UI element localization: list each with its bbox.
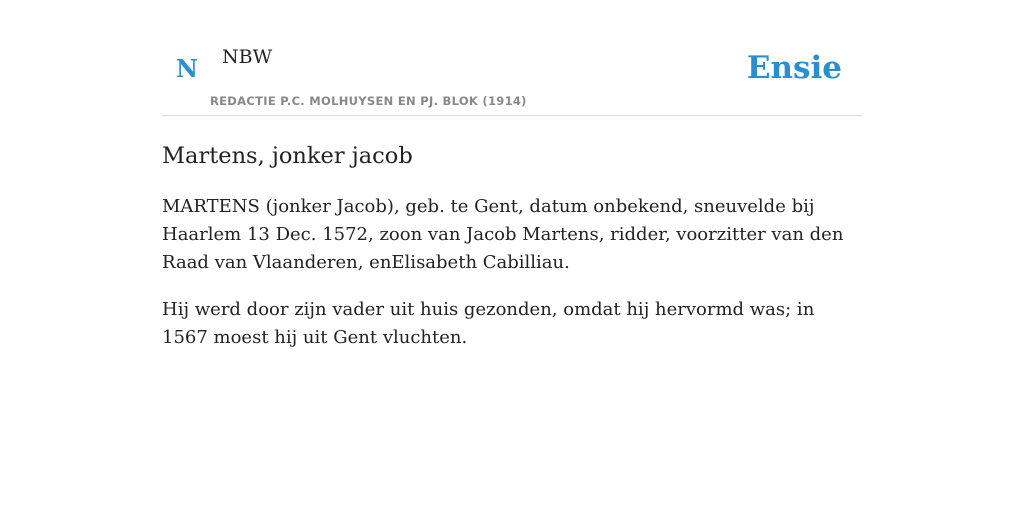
article-title: Martens, jonker jacob bbox=[162, 143, 413, 169]
article-paragraph: MARTENS (jonker Jacob), geb. te Gent, datum onbekend, sneuvelde bij Haarlem 13 Dec. 1572, zoon van Jacob Martens, ridder, voorzitter van den Raad van Vlaanderen, enElisabeth Cabilliau. bbox=[162, 196, 844, 273]
page-container bbox=[162, 0, 862, 352]
ensie-logo[interactable]: Ensie bbox=[746, 50, 842, 86]
site-name: NBW bbox=[222, 46, 273, 68]
header bbox=[162, 0, 862, 116]
article-paragraph: Hij werd door zijn vader uit huis gezonden, omdat hij hervormd was; in 1567 moest hij uit Gent vluchten. bbox=[162, 299, 815, 348]
editor-subtitle: REDACTIE P.C. MOLHUYSEN EN PJ. BLOK (1914) bbox=[210, 94, 527, 108]
nbw-logo[interactable]: N bbox=[176, 54, 198, 83]
